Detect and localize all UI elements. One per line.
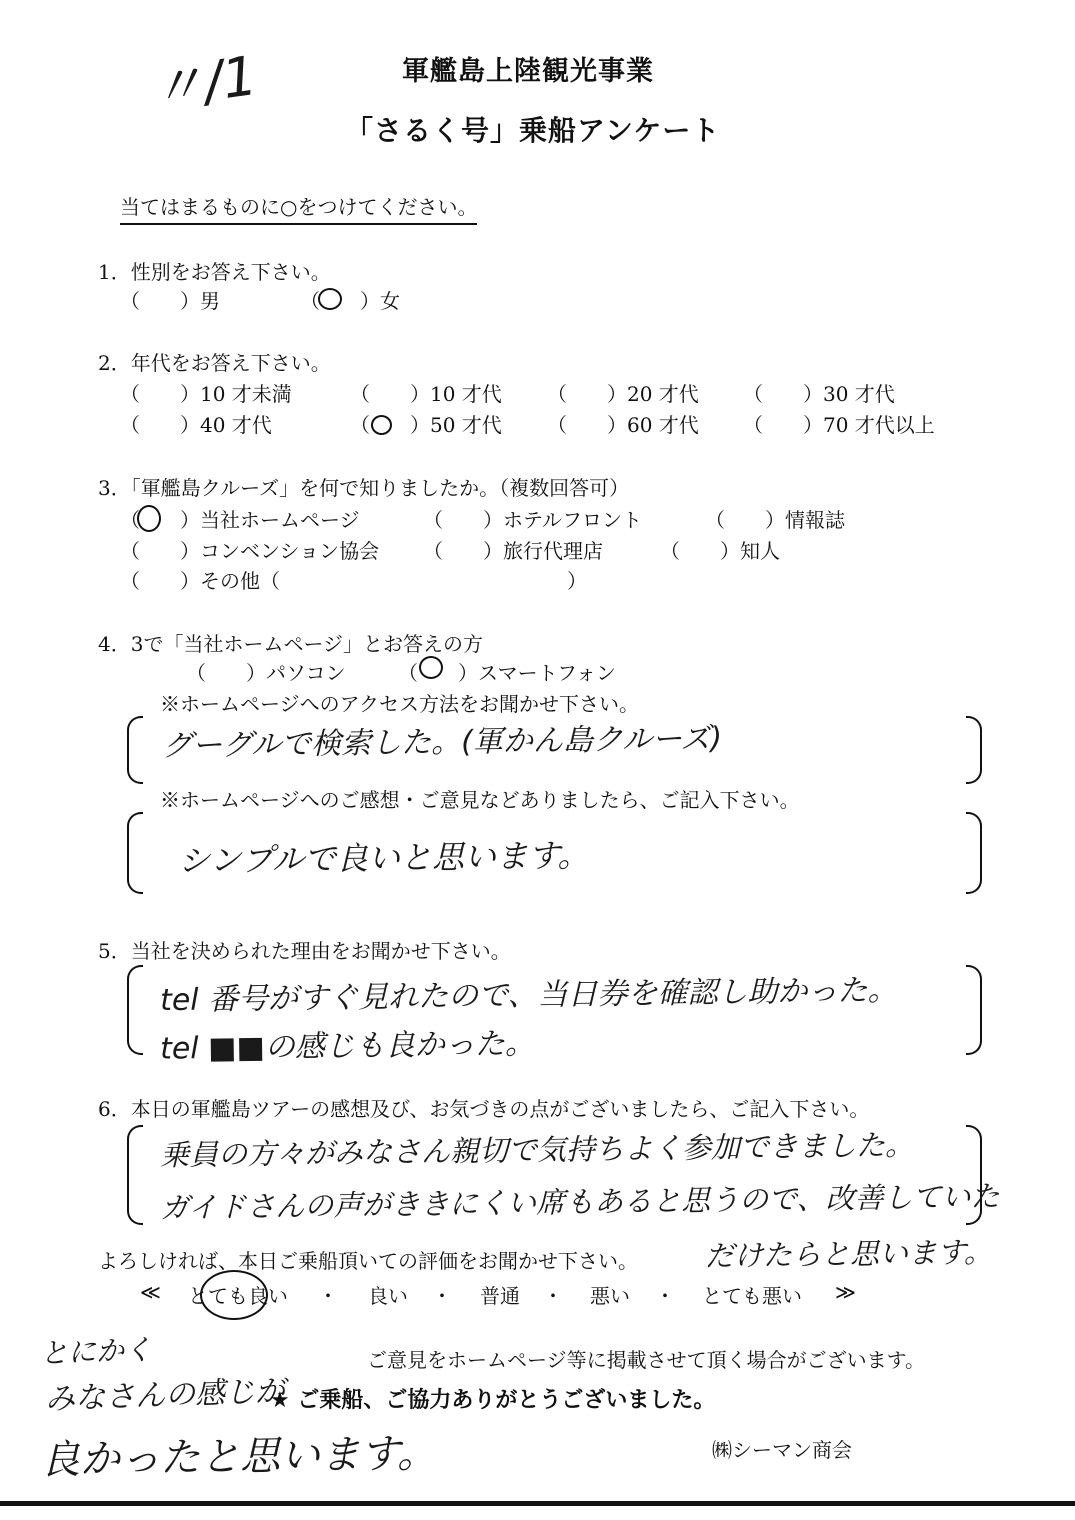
q6-answer-line-1[interactable]: 乗員の方々がみなさん親切で気持ちよく参加できました。 [159,1127,915,1173]
q1-option-female[interactable]: （ ）女 [300,289,400,313]
q3-option-travel-agent[interactable]: （ ）旅行代理店 [423,539,603,563]
q1-question: 1．性別をお答え下さい。 [98,260,331,284]
q2-option-20s[interactable]: （ ）20 才代 [547,382,699,406]
page-number-mark: 〃/1 [146,43,261,122]
rating-sep-1: ・ [318,1284,338,1308]
rating-option-good[interactable]: 良い [368,1284,408,1308]
footer-note-line-1: とにかく [39,1333,153,1370]
q2-option-50s[interactable]: （ ）50 才代 [350,413,502,437]
q4-impression-answer[interactable]: シンプルで良いと思います。 [177,836,590,880]
q2-option-60s[interactable]: （ ）60 才代 [547,413,699,437]
rating-option-very-bad[interactable]: とても悪い [702,1284,802,1308]
q3-other-close-paren: ） [567,569,587,593]
q3-option-other[interactable]: （ ）その他（ [120,569,280,593]
q5-bracket-left [127,965,143,1055]
footer-note-line-3: 良かったと思います。 [39,1430,438,1484]
q4-impression-prompt: ※ホームページへのご感想・ご意見などありましたら、ご記入下さい。 [160,788,800,812]
q2-option-30s[interactable]: （ ）30 才代 [743,382,895,406]
q4-impression-bracket-right [966,812,982,894]
q5-question: 5．当社を決められた理由をお聞かせ下さい。 [98,939,511,963]
q4-selected-circle [419,656,443,679]
q1-option-male[interactable]: （ ）男 [120,289,220,313]
q4-access-bracket-left [127,716,143,784]
q6-answer-line-3[interactable]: だけたらと思います。 [704,1234,993,1274]
q4-option-smartphone[interactable]: （ ）スマートフォン [398,661,616,685]
q4-access-bracket-right [966,716,982,784]
q5-bracket-right [966,965,982,1055]
rating-option-very-good[interactable]: とても良い [188,1284,288,1308]
q4-question: 4．3で「当社ホームページ」とお答えの方 [98,632,484,656]
q4-access-prompt: ※ホームページへのアクセス方法をお聞かせ下さい。 [160,692,639,716]
bottom-rule [0,1501,1075,1506]
q6-answer-line-2[interactable]: ガイドさんの声がききにくい席もあると思うので、改善していた [159,1179,1000,1225]
rating-option-average[interactable]: 普通 [480,1284,520,1308]
q2-option-70plus[interactable]: （ ）70 才代以上 [743,413,935,437]
thanks-message: ★ ご乗船、ご協力ありがとうございました。 [270,1388,716,1413]
rating-prompt: よろしければ、本日ご乗船頂いての評価をお聞かせ下さい。 [98,1249,638,1273]
form-subtitle: 「さるく号」乗船アンケート [345,114,721,147]
rating-sep-4: ・ [655,1284,675,1308]
instruction-text: 当てはまるものに○をつけてください。 [120,191,477,225]
q5-answer-line-2[interactable]: tel ■■の感じも良かった。 [159,1026,536,1067]
q3-option-convention[interactable]: （ ）コンベンション協会 [120,539,380,563]
q1-selected-circle [318,288,342,310]
q2-option-under10[interactable]: （ ）10 才未満 [120,382,292,406]
rating-sep-3: ・ [543,1284,563,1308]
q2-selected-circle [371,415,392,435]
q4-access-answer[interactable]: グーグルで検索した。(軍かん島クルーズ) [161,721,723,764]
q6-bracket-left [127,1125,143,1225]
q3-option-homepage[interactable]: （ ）当社ホームページ [120,508,360,532]
q4-option-pc[interactable]: （ ）パソコン [186,661,346,685]
q3-option-magazine[interactable]: （ ）情報誌 [705,508,845,532]
q3-question: 3．「軍艦島クルーズ」を何で知りましたか。（複数回答可） [98,476,630,500]
company-name: ㈱シーマン商会 [712,1438,852,1462]
q3-option-acquaintance[interactable]: （ ）知人 [660,539,780,563]
rating-option-bad[interactable]: 悪い [590,1284,630,1308]
rating-selected-circle [200,1270,268,1320]
q6-question: 6．本日の軍艦島ツアーの感想及び、お気づきの点がございましたら、ご記入下さい。 [98,1097,870,1121]
publication-note: ご意見をホームページ等に掲載させて頂く場合がございます。 [367,1348,925,1372]
rating-close-bracket: ≫ [835,1280,856,1304]
q3-selected-circle [137,505,161,532]
q2-question: 2．年代をお答え下さい。 [98,351,331,375]
rating-open-bracket: ≪ [140,1280,161,1304]
q3-option-hotel-front[interactable]: （ ）ホテルフロント [423,508,642,532]
q5-answer-line-1[interactable]: tel 番号がすぐ見れたので、当日券を確認し助かった。 [159,972,898,1019]
footer-note-line-2: みなさんの感じが [44,1373,286,1418]
q2-option-40s[interactable]: （ ）40 才代 [120,413,272,437]
q4-impression-bracket-left [127,812,143,894]
q2-option-10s[interactable]: （ ）10 才代 [350,382,502,406]
form-title: 軍艦島上陸観光事業 [402,56,654,87]
rating-sep-2: ・ [432,1284,452,1308]
